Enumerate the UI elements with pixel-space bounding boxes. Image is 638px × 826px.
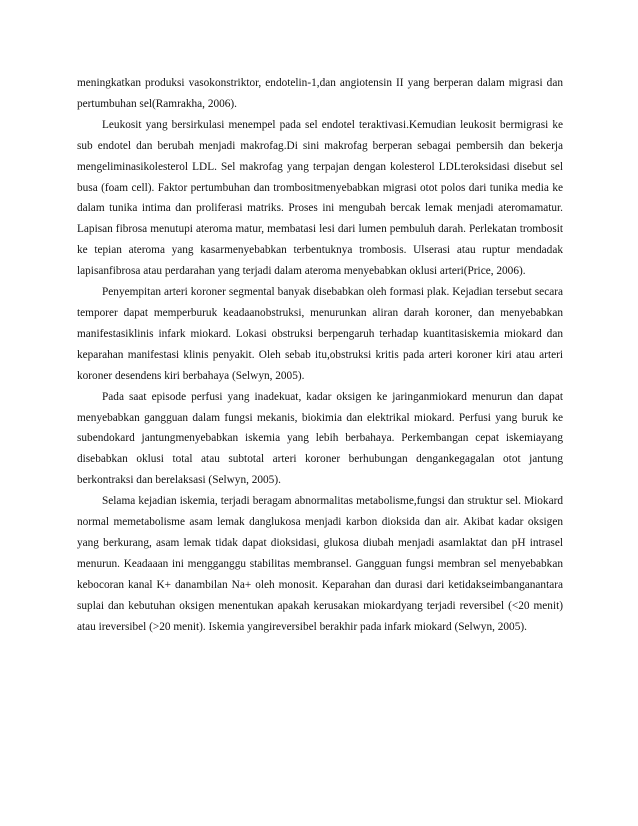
body-text (77, 73, 563, 637)
paragraph-leukocyte-migration: Leukosit yang bersirkulasi menempel pada sel endotel teraktivasi.Kemudian leukosit bermigrasi ke sub endotel dan berubah menjadi makrofag.Di sini makrofag berperan sebagai pembersih dan bekerja mengeliminasikolesterol LDL. Sel makrofag yang terpajan dengan kolesterol LDLteroksidasi disebut sel busa (foam cell). Faktor pertumbuhan dan trombositmenyebabkan migrasi otot polos dari tunika media ke dalam tunika intima dan proliferasi matriks. Proses ini mengubah bercak lemak menjadi ateromamatur. Lapisan fibrosa menutupi ateroma matur, membatasi lesi dari lumen pembuluh darah. Perlekatan trombosit ke tepian ateroma yang kasarmenyebabkan terbentuknya trombosis. Ulserasi atau ruptur mendadak lapisanfibrosa atau perdarahan yang terjadi dalam ateroma menyebabkan oklusi arteri(Price, 2006). (77, 118, 563, 278)
paragraph-ischemia-metabolism: Selama kejadian iskemia, terjadi beragam abnormalitas metabolisme,fungsi dan struktur sel. Miokard normal memetabolisme asam lemak danglukosa menjadi karbon dioksida dan air. Akibat kadar oksigen yang berkurang, asam lemak tidak dapat dioksidasi, glukosa diubah menjadi asamlaktat dan pH intrasel menurun. Keadaaan ini mengganggu stabilitas membransel. Gangguan fungsi membran sel menyebabkan kebocoran kanal K+ danambilan Na+ oleh monosit. Keparahan dan durasi dari ketidakseimbanganantara suplai dan kebutuhan oksigen menentukan apakah kerusakan miokardyang terjadi reversibel (<20 menit) atau ireversibel (>20 menit). Iskemia yangireversibel berakhir pada infark miokard (Selwyn, 2005). (77, 495, 563, 633)
paragraph-inadequate-perfusion: Pada saat episode perfusi yang inadekuat, kadar oksigen ke jaringanmiokard menurun dan dapat menyebabkan gangguan dalam fungsi mekanis, biokimia dan elektrikal miokard. Perfusi yang buruk ke subendokard jantungmenyebabkan iskemia yang lebih berbahaya. Perkembangan cepat iskemiayang disebabkan oklusi total atau subtotal arteri koroner berhubungan dengankegagalan otot jantung berkontraksi dan berelaksasi (Selwyn, 2005). (77, 390, 563, 487)
paragraph-coronary-narrowing: Penyempitan arteri koroner segmental banyak disebabkan oleh formasi plak. Kejadian tersebut secara temporer dapat memperburuk keadaanobstruksi, menurunkan aliran darah koroner, dan menyebabkan manifestasiklinis infark miokard. Lokasi obstruksi berpengaruh terhadap kuantitasiskemia miokard dan keparahan manifestasi klinis penyakit. Oleh sebab itu,obstruksi kritis pada arteri koroner kiri atau arteri koroner desendens kiri berbahaya (Selwyn, 2005). (77, 286, 563, 382)
paragraph-continuation: meningkatkan produksi vasokonstriktor, endotelin-1,dan angiotensin II yang berperan dalam migrasi dan pertumbuhan sel(Ramrakha, 2006). (77, 77, 563, 110)
